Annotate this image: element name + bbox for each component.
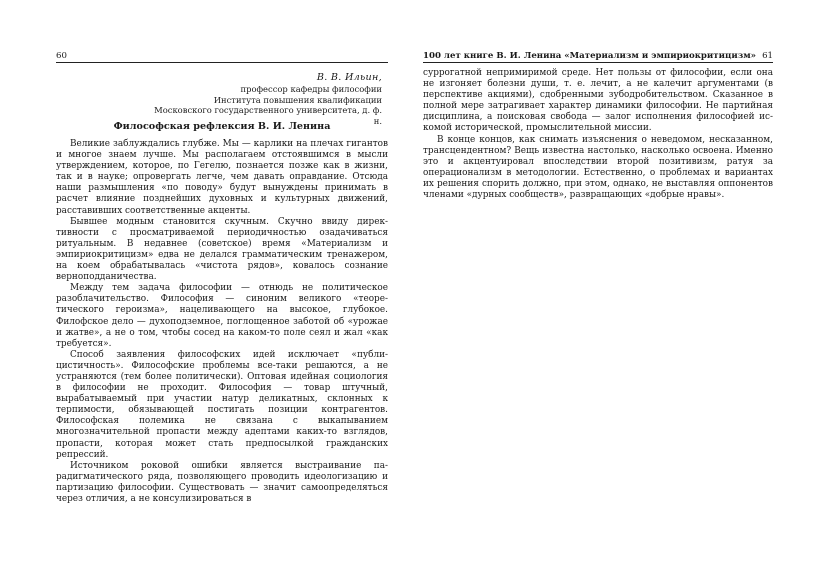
author-university: Московского государственного университета, д. ф. н. (154, 105, 382, 126)
article-title: Философская рефлексия В. И. Ленина (113, 121, 331, 132)
left-header-rule (56, 62, 388, 63)
left-page-number: 60 (56, 51, 67, 61)
author-name: В. В. Ильин, (316, 72, 382, 83)
paragraph: Способ заявления философских идей исключает «публицистичность». Философские проблемы все-таки решаются, а не устраняются (тем более политически). Оптовая идейная социология в философии не проходит. Философия — товар штучный, вырабатываемый при участии натур деликатных, склонных к терпимости, обязывающей постигать позиции контрагентов. Философская полемика не связана с выкапыванием многозначительной пропасти между адептами каких-то взглядов, пропасти, которая может стать предпосылкой гражданских репрессий. (56, 349, 388, 460)
left-running-head (56, 47, 388, 61)
paragraph: Между тем задача философии — отнюдь не политическое разоблачительство. Философия — синоним великого «теоретического героизма», нацеливающего на высокое, глубокое. Филофское дело — духоподземное, поглощенное заботой об «урожае и жатве», а не о том, чтобы сосед на каком-то поле сеял и жал «как требуется». (56, 283, 388, 349)
left-body-text (56, 139, 388, 505)
paragraph: В конце концов, как снимать изъяснения о неведомом, несказанном, трансцендентном? Вещь известна настолько, насколько освоена. Именно это и акцентуировал впоследствии второй позитивизм, ратуя за операционализм в методологии. Естественно, о проблемах и вариантах их решения спорить должно, при этом, однако, не выставляя оппонентов членами «дурных сообществ», развращающих «добрые нравы». (423, 134, 773, 201)
paragraph: Источником роковой ошибки является выстраивание парадигматического ряда, позволяющего проводить идеологизацию и партизацию философии. Существовать — значит самоопределяться через отличия, а не консулизироваться в (56, 460, 388, 504)
running-head-title: 100 лет книге В. И. Ленина «Материализм и эмпириокритицизм» (423, 51, 757, 61)
paragraph-continuation: суррогатной непримиримой среде. Нет пользы от философии, если она не изгоняет болезни души, т. е. лечит, а не калечит аргументами (в перспективе акциями), сдобренными зубодробительством. Сказанное в полной мере затрагивает характер динамики философии. Не партийная дисциплина, а поисковая свобода — залог исполнения философией искомой исторической, промыслительной миссии. (423, 68, 773, 134)
author-position: профессор кафедры философии (240, 84, 382, 94)
paragraph: Бывшее модным становится скучным. Скучно ввиду директивности с просматриваемой периодичностью озадачиваться ритуальным. В недавнее (советское) время «Материализм и эмпириокритицизм» едва не делался грамматическим тренажером, на коем обрабатывалась «чистота рядов», ковалось сознание верноподданичества. (56, 216, 388, 283)
right-body-text (423, 68, 773, 201)
right-page-number: 61 (762, 51, 773, 61)
paragraph: Великие заблуждались глубже. Мы — карлики на плечах гигантов и многое знаем лучше. Мы располагаем отстоявшимся в мысли утверждением, которое, по Гегелю, познается позже как в жизни, так и в науке; опровергать легче, чем давать оправдание. Отсюда наши размышления «по поводу» будут вынуждены принимать в расчет влияние позднейших духовных и культурных движений, расставивших соответственные акценты. (56, 139, 388, 216)
author-institute: Института повышения квалификации (213, 94, 382, 105)
author-block (150, 72, 382, 126)
right-running-head (423, 47, 773, 61)
right-header-rule (423, 62, 773, 63)
